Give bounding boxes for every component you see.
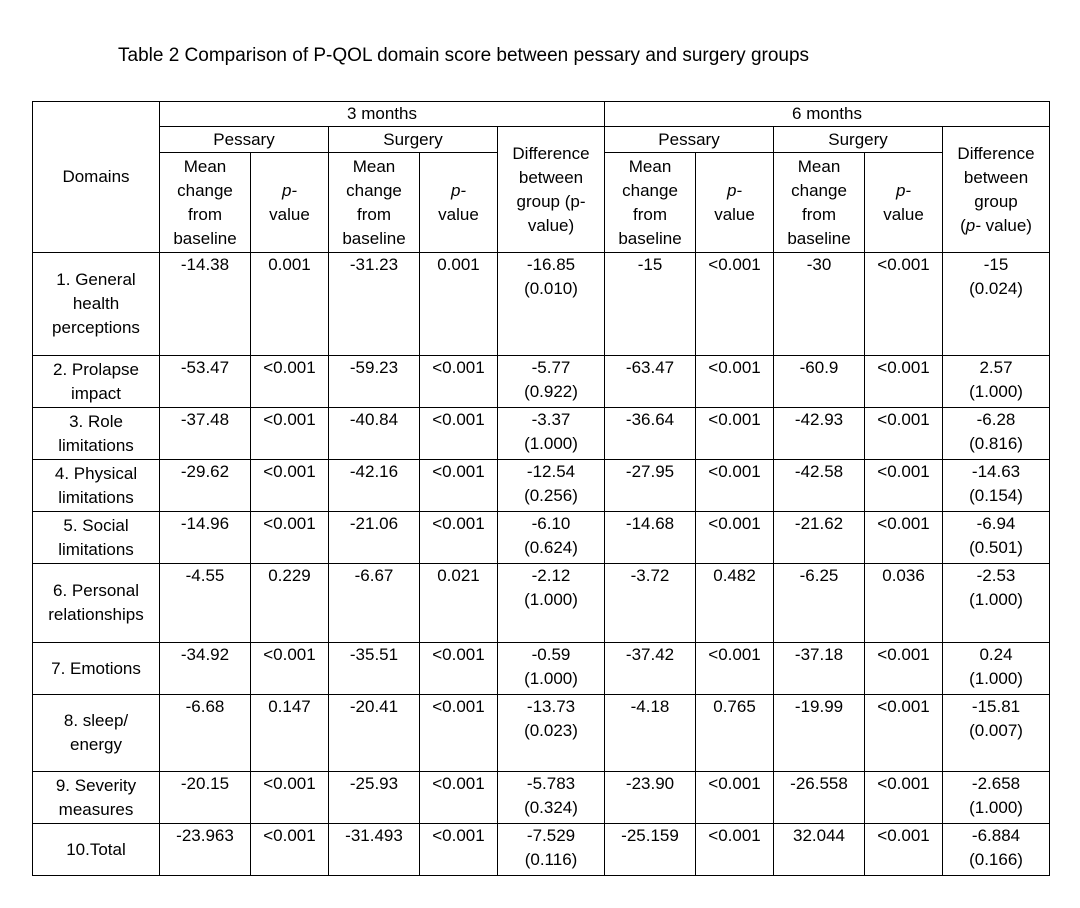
domain-label: 7. Emotions [33, 643, 160, 695]
mean-change-header: Mean change from baseline [605, 153, 696, 253]
m3-surgery-p-cell: <0.001 [420, 460, 498, 512]
m3-diff-cell: -2.12 (1.000) [498, 564, 605, 643]
m6-pessary-mean-cell: -36.64 [605, 408, 696, 460]
table-row [33, 408, 1050, 460]
m3-surgery-mean-cell: -40.84 [329, 408, 420, 460]
domain-label: 1. General health perceptions [33, 253, 160, 356]
m3-surgery-p-cell: 0.001 [420, 253, 498, 356]
mean-change-header: Mean change from baseline [329, 153, 420, 253]
table-row [33, 695, 1050, 772]
m3-surgery-p-cell: 0.021 [420, 564, 498, 643]
m6-pessary-mean-cell: -25.159 [605, 824, 696, 876]
m6-pessary-mean-cell: -27.95 [605, 460, 696, 512]
m3-diff-cell: -7.529 (0.116) [498, 824, 605, 876]
table-row [33, 824, 1050, 876]
m6-surgery-mean-cell: -30 [774, 253, 865, 356]
domain-label: 9. Severity measures [33, 772, 160, 824]
table-row [33, 564, 1050, 643]
comparison-table [32, 101, 1050, 876]
m6-pessary-mean-cell: -14.68 [605, 512, 696, 564]
m6-diff-cell: -6.884 (0.166) [943, 824, 1050, 876]
m3-pessary-mean-cell: -6.68 [160, 695, 251, 772]
mean-change-header: Mean change from baseline [160, 153, 251, 253]
table-title: Table 2 Comparison of P-QOL domain score between pessary and surgery groups [118, 45, 810, 66]
p-value-header: p- value [420, 153, 498, 253]
m3-diff-cell: -16.85 (0.010) [498, 253, 605, 356]
m6-pessary-mean-cell: -23.90 [605, 772, 696, 824]
m6-pessary-p-cell: 0.482 [696, 564, 774, 643]
m3-pessary-p-cell: <0.001 [251, 643, 329, 695]
m6-pessary-mean-cell: -3.72 [605, 564, 696, 643]
domain-label: 4. Physical limitations [33, 460, 160, 512]
m3-surgery-p-cell: <0.001 [420, 824, 498, 876]
m6-diff-cell: -6.28 (0.816) [943, 408, 1050, 460]
m3-surgery-p-cell: <0.001 [420, 408, 498, 460]
m3-pessary-p-cell: 0.147 [251, 695, 329, 772]
m3-diff-cell: -12.54 (0.256) [498, 460, 605, 512]
m3-pessary-p-cell: <0.001 [251, 512, 329, 564]
m3-surgery-p-cell: <0.001 [420, 512, 498, 564]
m6-surgery-p-cell: <0.001 [865, 643, 943, 695]
m3-pessary-p-cell: <0.001 [251, 460, 329, 512]
m3-diff-cell: -5.783 (0.324) [498, 772, 605, 824]
m6-surgery-p-cell: <0.001 [865, 512, 943, 564]
domain-label: 8. sleep/ energy [33, 695, 160, 772]
m6-surgery-p-cell: <0.001 [865, 253, 943, 356]
domain-label: 10.Total [33, 824, 160, 876]
surgery-6m-header: Surgery [774, 127, 943, 153]
m6-pessary-mean-cell: -4.18 [605, 695, 696, 772]
m6-surgery-p-cell: <0.001 [865, 772, 943, 824]
m6-pessary-p-cell: <0.001 [696, 824, 774, 876]
m3-surgery-p-cell: <0.001 [420, 772, 498, 824]
m6-surgery-mean-cell: -37.18 [774, 643, 865, 695]
domain-label: 6. Personal relationships [33, 564, 160, 643]
period-6m-header: 6 months [605, 102, 1050, 127]
m6-pessary-p-cell: <0.001 [696, 643, 774, 695]
m3-surgery-mean-cell: -35.51 [329, 643, 420, 695]
m6-pessary-p-cell: <0.001 [696, 772, 774, 824]
m6-diff-cell: -2.658 (1.000) [943, 772, 1050, 824]
m3-surgery-mean-cell: -25.93 [329, 772, 420, 824]
m3-diff-cell: -5.77 (0.922) [498, 356, 605, 408]
m3-pessary-p-cell: 0.001 [251, 253, 329, 356]
pessary-6m-header: Pessary [605, 127, 774, 153]
m6-pessary-p-cell: <0.001 [696, 253, 774, 356]
m3-surgery-mean-cell: -21.06 [329, 512, 420, 564]
m6-surgery-mean-cell: -19.99 [774, 695, 865, 772]
m6-surgery-mean-cell: -42.58 [774, 460, 865, 512]
table-row [33, 772, 1050, 824]
m6-surgery-mean-cell: -6.25 [774, 564, 865, 643]
m3-pessary-mean-cell: -14.38 [160, 253, 251, 356]
m3-pessary-mean-cell: -53.47 [160, 356, 251, 408]
m6-diff-cell: 0.24 (1.000) [943, 643, 1050, 695]
table-body [33, 102, 1050, 876]
m3-pessary-mean-cell: -4.55 [160, 564, 251, 643]
m6-pessary-p-cell: <0.001 [696, 460, 774, 512]
table-row [33, 253, 1050, 356]
m6-pessary-mean-cell: -63.47 [605, 356, 696, 408]
m3-pessary-mean-cell: -34.92 [160, 643, 251, 695]
m3-pessary-p-cell: <0.001 [251, 824, 329, 876]
p-value-header: p- value [696, 153, 774, 253]
m3-pessary-p-cell: 0.229 [251, 564, 329, 643]
m3-surgery-mean-cell: -6.67 [329, 564, 420, 643]
m6-surgery-mean-cell: -60.9 [774, 356, 865, 408]
m6-pessary-mean-cell: -37.42 [605, 643, 696, 695]
diff-6m-header: Difference between group (p- value) [943, 127, 1050, 253]
m3-surgery-mean-cell: -20.41 [329, 695, 420, 772]
domains-header: Domains [33, 102, 160, 253]
m6-diff-cell: -15 (0.024) [943, 253, 1050, 356]
period-3m-header: 3 months [160, 102, 605, 127]
domain-label: 5. Social limitations [33, 512, 160, 564]
m3-surgery-mean-cell: -31.493 [329, 824, 420, 876]
p-value-header: p- value [865, 153, 943, 253]
m6-pessary-p-cell: 0.765 [696, 695, 774, 772]
m6-surgery-p-cell: 0.036 [865, 564, 943, 643]
m3-pessary-p-cell: <0.001 [251, 408, 329, 460]
m3-diff-cell: -3.37 (1.000) [498, 408, 605, 460]
diff-3m-header: Difference between group (p- value) [498, 127, 605, 253]
header-row-period [33, 102, 1050, 127]
m6-pessary-p-cell: <0.001 [696, 356, 774, 408]
domain-label: 3. Role limitations [33, 408, 160, 460]
table-row [33, 460, 1050, 512]
table-row [33, 512, 1050, 564]
m3-pessary-mean-cell: -14.96 [160, 512, 251, 564]
surgery-3m-header: Surgery [329, 127, 498, 153]
m6-diff-cell: 2.57 (1.000) [943, 356, 1050, 408]
m3-pessary-mean-cell: -23.963 [160, 824, 251, 876]
m3-pessary-mean-cell: -29.62 [160, 460, 251, 512]
table-row [33, 643, 1050, 695]
m6-surgery-mean-cell: -26.558 [774, 772, 865, 824]
p-value-header: p- value [251, 153, 329, 253]
m6-surgery-p-cell: <0.001 [865, 356, 943, 408]
m3-pessary-mean-cell: -37.48 [160, 408, 251, 460]
m3-diff-cell: -0.59 (1.000) [498, 643, 605, 695]
m6-surgery-p-cell: <0.001 [865, 695, 943, 772]
m3-surgery-mean-cell: -42.16 [329, 460, 420, 512]
m6-pessary-mean-cell: -15 [605, 253, 696, 356]
m3-surgery-mean-cell: -31.23 [329, 253, 420, 356]
m3-surgery-p-cell: <0.001 [420, 643, 498, 695]
m3-diff-cell: -13.73 (0.023) [498, 695, 605, 772]
m3-surgery-mean-cell: -59.23 [329, 356, 420, 408]
m6-surgery-p-cell: <0.001 [865, 408, 943, 460]
table-row [33, 356, 1050, 408]
m6-pessary-p-cell: <0.001 [696, 512, 774, 564]
m6-surgery-p-cell: <0.001 [865, 824, 943, 876]
m6-surgery-mean-cell: -42.93 [774, 408, 865, 460]
m6-diff-cell: -6.94 (0.501) [943, 512, 1050, 564]
domain-label: 2. Prolapse impact [33, 356, 160, 408]
m3-surgery-p-cell: <0.001 [420, 356, 498, 408]
m3-pessary-p-cell: <0.001 [251, 356, 329, 408]
m3-diff-cell: -6.10 (0.624) [498, 512, 605, 564]
m6-diff-cell: -15.81 (0.007) [943, 695, 1050, 772]
m6-diff-cell: -14.63 (0.154) [943, 460, 1050, 512]
mean-change-header: Mean change from baseline [774, 153, 865, 253]
m6-surgery-p-cell: <0.001 [865, 460, 943, 512]
pessary-3m-header: Pessary [160, 127, 329, 153]
m3-pessary-p-cell: <0.001 [251, 772, 329, 824]
m3-surgery-p-cell: <0.001 [420, 695, 498, 772]
m6-surgery-mean-cell: 32.044 [774, 824, 865, 876]
m6-surgery-mean-cell: -21.62 [774, 512, 865, 564]
m6-diff-cell: -2.53 (1.000) [943, 564, 1050, 643]
m6-pessary-p-cell: <0.001 [696, 408, 774, 460]
m3-pessary-mean-cell: -20.15 [160, 772, 251, 824]
header-row-group [33, 127, 1050, 153]
